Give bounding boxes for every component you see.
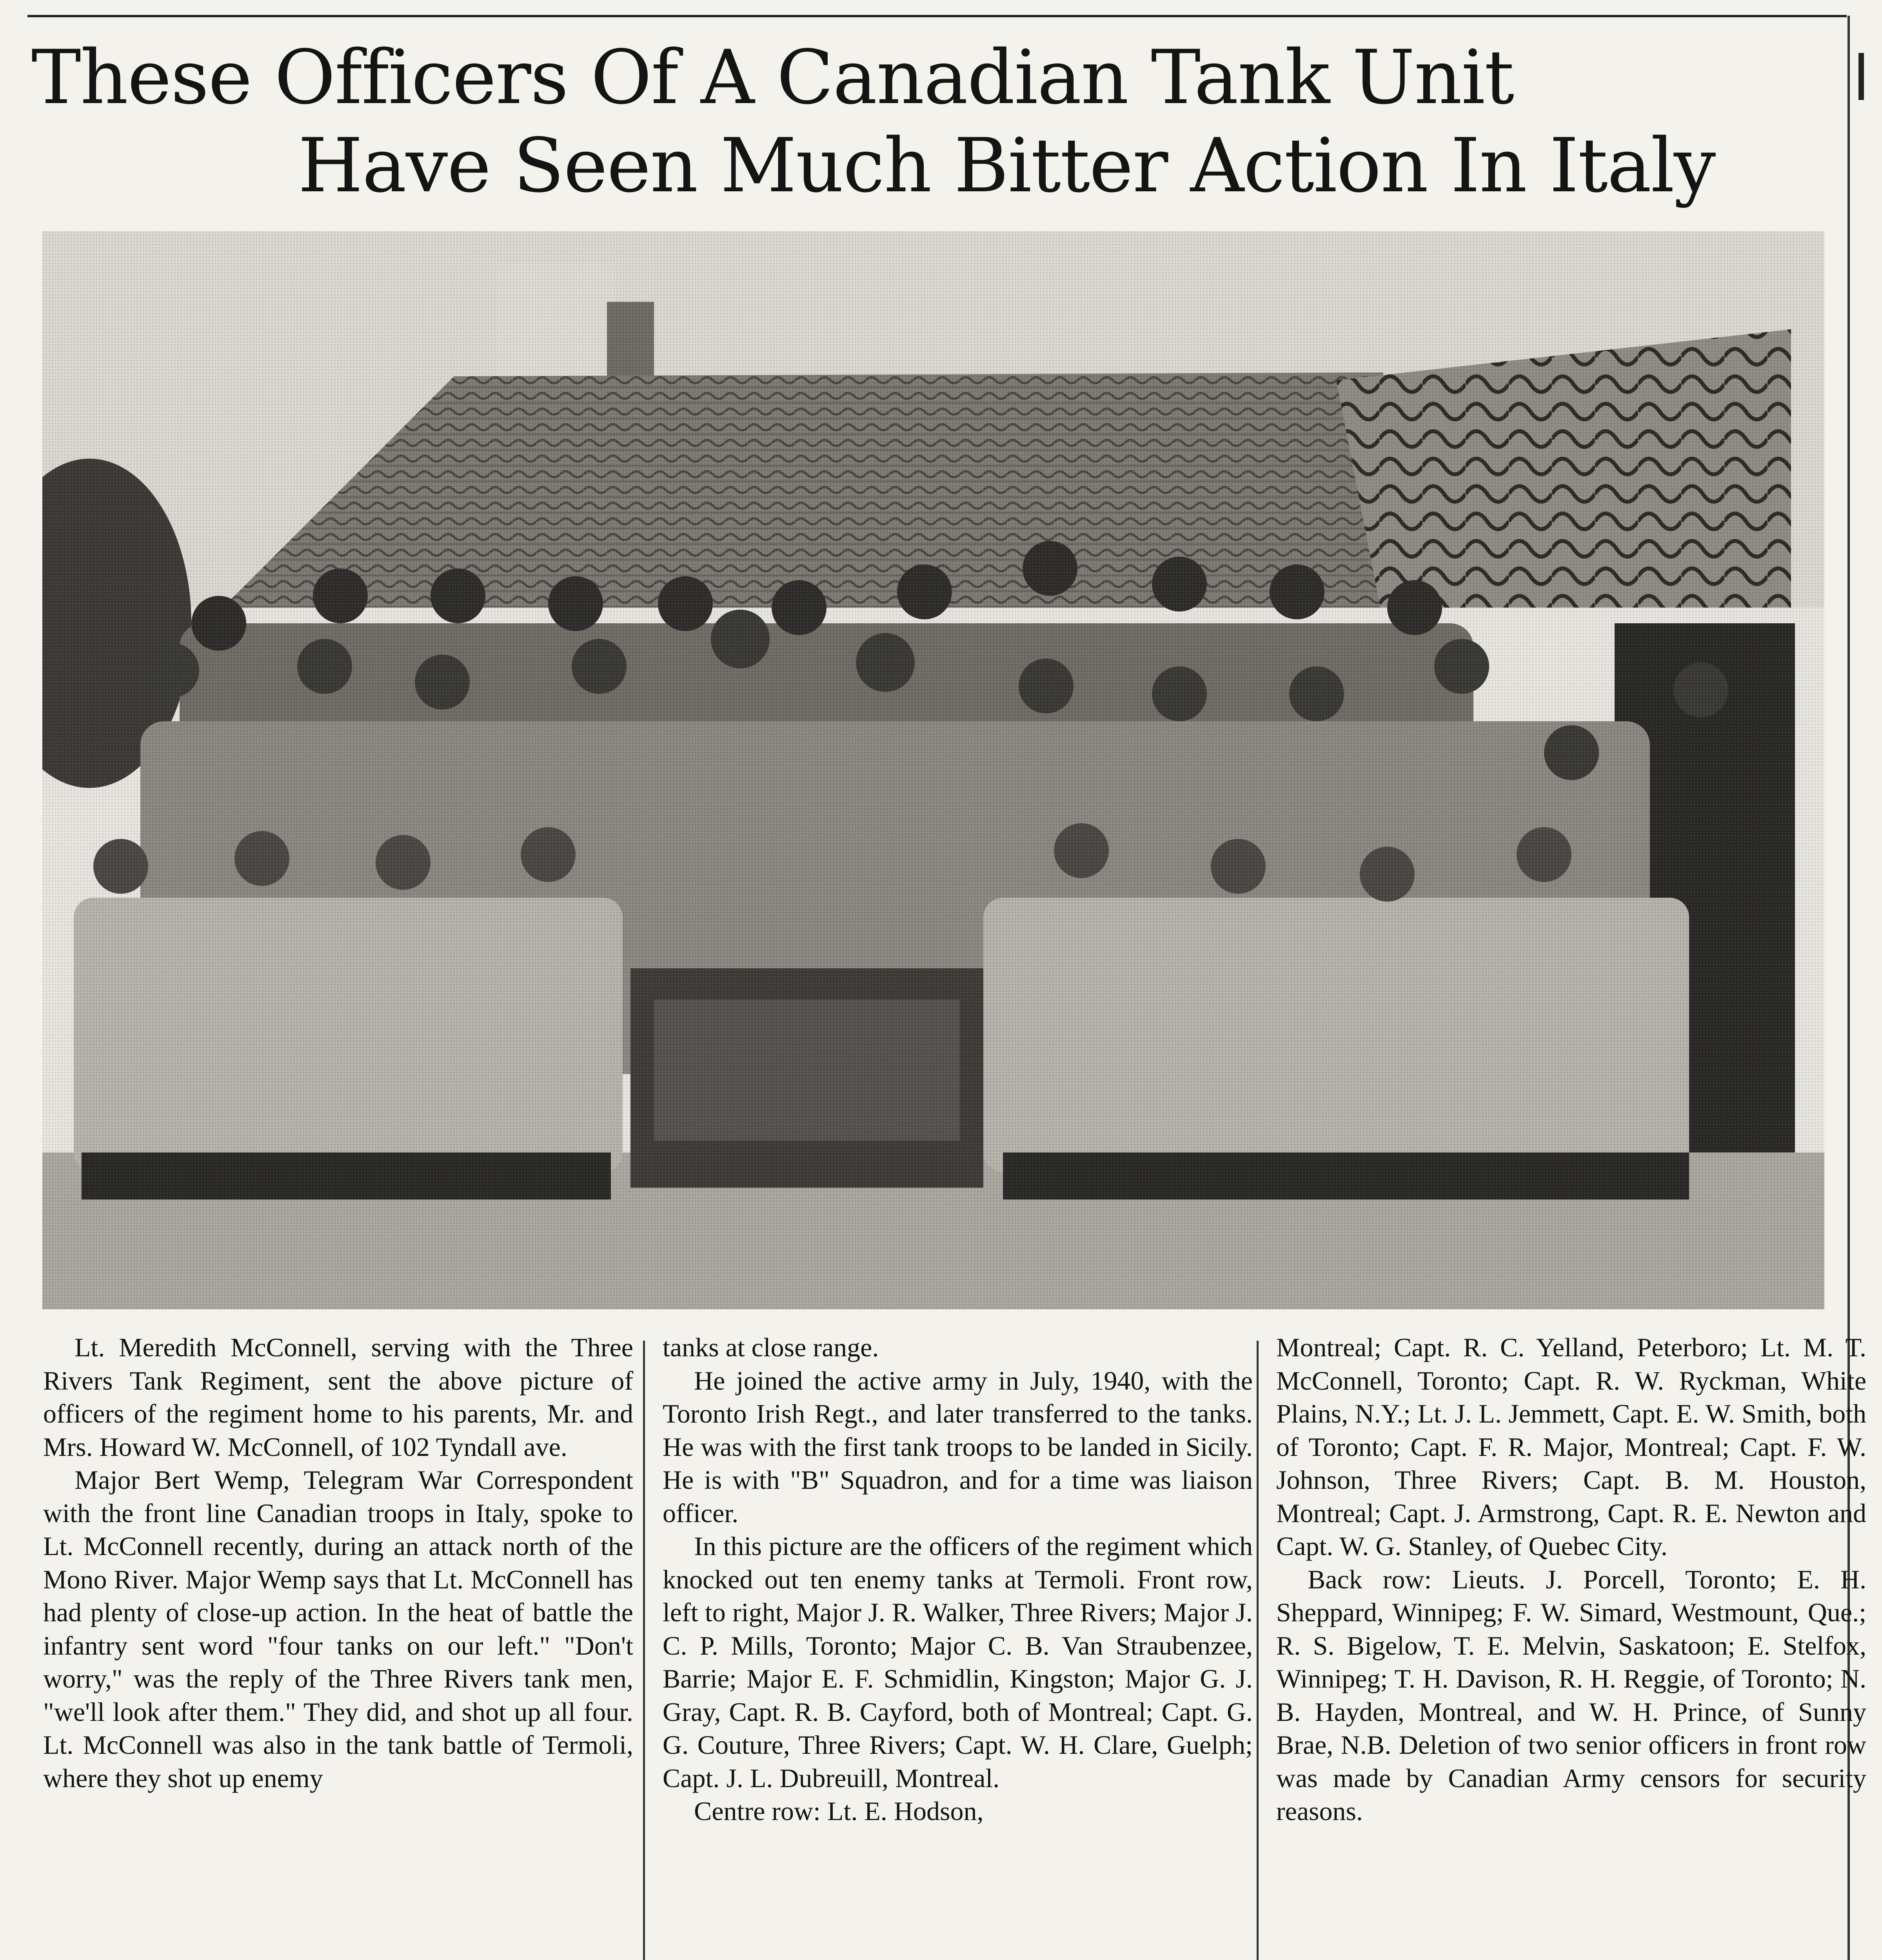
caption-paragraph: Montreal; Capt. R. C. Yelland, Peterboro; Lt. M. T. McConnell, Toronto; Capt. R. W. Ryckman, White Plains, N.Y.; Lt. J. L. Jemmett, Capt. E. W. Smith, both of Toronto; Capt. F. R. Major, Montreal; Capt. F. W. Johnson, Three Rivers; Capt. B. M. Houston, Montreal; Capt. J. Armstrong, Capt. R. E. Newton and Capt. W. G. Stanley, of Quebec City. (1276, 1332, 1866, 1561)
column-divider-1 (643, 1341, 645, 1960)
caption-column-3 (1276, 1331, 1866, 1960)
caption-paragraph: In this picture are the officers of the regiment which knocked out ten enemy tanks at Termoli. Front row, left to right, Major J. R. Walker, Three Rivers; Major J. C. P. Mills, Toronto; Major C. B. Van Straubenzee, Barrie; Major E. F. Schmidlin, Kingston; Major G. J. Gray, Capt. R. B. Cayford, both of Montreal; Capt. G. G. Couture, Three Rivers; Capt. W. H. Clare, Guelph; Capt. J. L. Dubreuill, Montreal. (663, 1531, 1253, 1793)
caption-paragraph: tanks at close range. (663, 1332, 879, 1362)
caption-paragraph: He joined the active army in July, 1940, with the Toronto Irish Regt., and later transferred to the tanks. He was with the first tank troops to be landed in Sicily. He is with "B" Squadron, and for a time was liaison officer. (663, 1365, 1253, 1528)
caption-paragraph: Centre row: Lt. E. Hodson, (694, 1796, 984, 1826)
headline (31, 33, 1851, 210)
top-rule (27, 15, 1847, 17)
headline-line-1: These Officers Of A Canadian Tank Unit (31, 34, 1514, 121)
group-photo-officers-icon (42, 231, 1824, 1309)
headline-line-2: Have Seen Much Bitter Action In Italy (298, 122, 1715, 209)
group-photo (42, 231, 1824, 1309)
caption-paragraph: Back row: Lieuts. J. Porcell, Toronto; E. H. Sheppard, Winnipeg; F. W. Simard, Westmount, Que.; R. S. Bigelow, T. E. Melvin, Saskatoon; E. Stelfox, Winnipeg; T. H. Davison, R. H. Reggie, of Toronto; N. B. Hayden, Montreal, and W. H. Prince, of Sunny Brae, N.B. Deletion of two senior officers in front row was made by Canadian Army censors for security reasons. (1276, 1564, 1866, 1826)
caption-paragraph: Lt. Meredith McConnell, serving with the Three Rivers Tank Regiment, sent the above picture of officers of the regiment home to his parents, Mr. and Mrs. Howard W. McConnell, of 102 Tyndall ave. (43, 1332, 633, 1462)
caption-column-2 (663, 1331, 1253, 1960)
caption-paragraph: Major Bert Wemp, Telegram War Correspondent with the front line Canadian troops in Italy, spoke to Lt. McConnell recently, during an attack north of the Mono River. Major Wemp says that Lt. McConnell has had plenty of close-up action. In the heat of battle the infantry sent word "four tanks on our left." "Don't worry," was the reply of the Three Rivers tank men, "we'll look after them." They did, and shot up all four. Lt. McConnell was also in the tank battle of Termoli, where they shot up enemy (43, 1465, 633, 1793)
adjacent-column-fragment (1858, 53, 1864, 100)
column-divider-2 (1257, 1341, 1259, 1960)
caption-column-1 (43, 1331, 633, 1960)
